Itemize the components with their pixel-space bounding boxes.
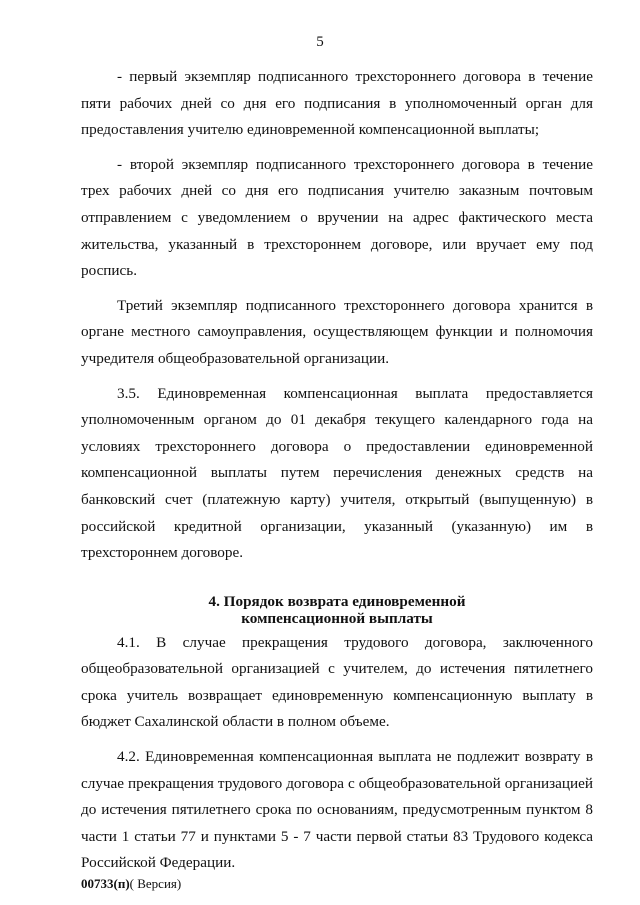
paragraph: - первый экземпляр подписанного трехстороннего договора в течение пяти рабочих дней со дня его подписания в уполномоченный орган для предоставления учителю единовременной компенсационной выплаты;	[81, 68, 593, 139]
section-heading-line-1: 4. Порядок возврата единовременной	[208, 592, 466, 610]
document-code: 00733(п)	[81, 876, 130, 891]
section-heading-line-2: компенсационной выплаты	[241, 609, 433, 627]
paragraph: Третий экземпляр подписанного трехстороннего договора хранится в органе местного самоуправления, осуществляющем функции и полномочия учредителя общеобразовательной организации.	[81, 296, 593, 367]
paragraph: 3.5. Единовременная компенсационная выплата предоставляется уполномоченным органом до 01 декабря текущего календарного года на условиях трехстороннего договора о предоставлении единовременной компенсационной выплаты путем перечисления денежных средств на банковский счет (платежную карту) учителя, открытый (выпущенную) в российской кредитной организации, указанный (указанную) им в трехстороннем договоре.	[81, 384, 593, 562]
document-body	[81, 64, 593, 885]
document-footer	[81, 876, 181, 892]
page-number: 5	[316, 34, 324, 50]
section-heading	[81, 593, 593, 627]
paragraph: 4.1. В случае прекращения трудового договора, заключенного общеобразовательной организацией с учителем, до истечения пятилетнего срока учитель возвращает единовременную компенсационную выплату в бюджет Сахалинской области в полном объеме.	[81, 633, 593, 731]
document-version: ( Версия)	[129, 876, 182, 891]
paragraph: - второй экземпляр подписанного трехстороннего договора в течение трех рабочих дней со дня его подписания учителю заказным почтовым отправлением с уведомлением о вручении на адрес фактического места жительства, указанный в трехстороннем договоре, или вручает ему под роспись.	[81, 155, 593, 280]
paragraph: 4.2. Единовременная компенсационная выплата не подлежит возврату в случае прекращения трудового договора с общеобразовательной организацией до истечения пятилетнего срока по основаниям, предусмотренным пунктом 8 части 1 статьи 77 и пунктами 5 - 7 части первой статьи 83 Трудового кодекса Российской Федерации.	[81, 748, 593, 872]
